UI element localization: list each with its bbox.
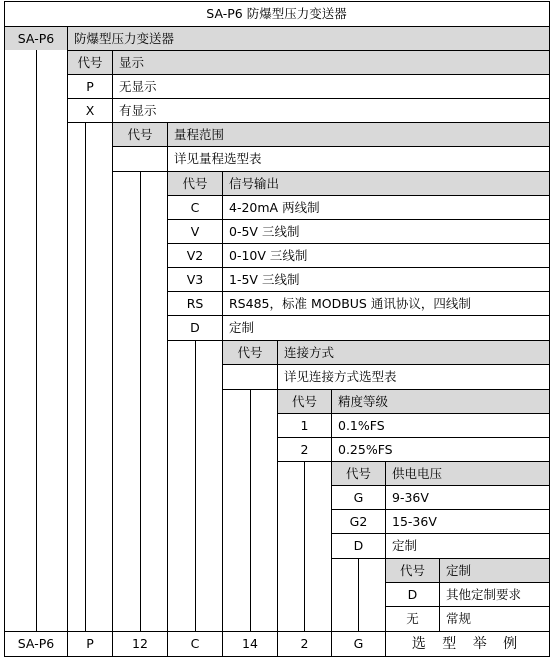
grid-line xyxy=(67,50,68,657)
range-code-header: 代号 xyxy=(113,123,167,146)
connection-code-header: 代号 xyxy=(223,341,277,364)
grid-line xyxy=(222,172,223,657)
signal-option-desc: 定制 xyxy=(229,320,255,335)
power-title: 供电电压 xyxy=(386,462,549,485)
grid-line xyxy=(195,341,196,632)
signal-option-code: D xyxy=(190,320,200,335)
grid-line xyxy=(167,291,550,292)
grid-line xyxy=(4,1,5,657)
accuracy-code-header: 代号 xyxy=(278,390,331,413)
grid-line xyxy=(36,50,37,632)
display-option-desc: 有显示 xyxy=(119,103,157,118)
example-cell-display: P xyxy=(86,636,94,651)
grid-line xyxy=(277,413,550,414)
grid-line xyxy=(67,74,550,75)
grid-line xyxy=(331,485,550,486)
grid-line xyxy=(385,462,386,657)
grid-line xyxy=(250,390,251,632)
grid-line xyxy=(167,267,550,268)
display-option-code: X xyxy=(85,103,95,118)
custom-option-desc: 其他定制要求 xyxy=(446,587,522,602)
display-option-code: P xyxy=(86,79,94,94)
grid-line xyxy=(331,390,332,657)
grid-line xyxy=(140,172,141,632)
signal-code-header: 代号 xyxy=(168,172,222,195)
range-title: 量程范围 xyxy=(168,123,549,146)
accuracy-title: 精度等级 xyxy=(332,390,549,413)
grid-line xyxy=(167,315,550,316)
grid-line xyxy=(167,340,550,341)
example-cell-connection: 14 xyxy=(242,636,258,651)
signal-option-code: V3 xyxy=(186,272,204,287)
grid-line xyxy=(304,462,305,632)
signal-option-desc: 4-20mA 两线制 xyxy=(229,200,320,215)
power-option-desc: 9-36V xyxy=(392,490,429,505)
grid-line xyxy=(4,26,550,27)
grid-line xyxy=(85,123,86,632)
custom-option-desc: 常规 xyxy=(446,611,472,626)
signal-option-desc: 0-5V 三线制 xyxy=(229,224,300,239)
signal-option-code: C xyxy=(190,200,200,215)
grid-line xyxy=(222,389,550,390)
custom-option-code: D xyxy=(407,587,418,602)
signal-option-desc: 0-10V 三线制 xyxy=(229,248,308,263)
power-code-header: 代号 xyxy=(332,462,385,485)
accuracy-option-code: 2 xyxy=(300,442,309,457)
power-option-code: G2 xyxy=(349,514,368,529)
grid-line xyxy=(277,437,550,438)
grid-line xyxy=(331,558,550,559)
grid-line xyxy=(439,559,440,632)
signal-option-code: V2 xyxy=(186,248,204,263)
model-code-cell: SA-P6 xyxy=(5,27,67,50)
example-cell-power: G xyxy=(353,636,364,651)
connection-title: 连接方式 xyxy=(278,341,549,364)
power-option-code: G xyxy=(353,490,364,505)
signal-option-desc: RS485，标准 MODBUS 通讯协议，四线制 xyxy=(229,296,471,311)
grid-line xyxy=(222,364,550,365)
example-cell-model: SA-P6 xyxy=(17,636,55,651)
grid-line xyxy=(4,1,550,2)
example-cell-signal: C xyxy=(190,636,200,651)
grid-line xyxy=(112,50,113,657)
display-title: 显示 xyxy=(113,51,549,74)
grid-line xyxy=(112,146,550,147)
grid-line xyxy=(167,195,550,196)
grid-line xyxy=(358,559,359,632)
power-option-desc: 定制 xyxy=(392,538,418,553)
grid-line xyxy=(385,606,550,607)
example-cell-accuracy: 2 xyxy=(300,636,309,651)
connection-note: 详见连接方式选型表 xyxy=(284,369,397,384)
power-option-code: D xyxy=(353,538,364,553)
table-title: SA-P6 防爆型压力变送器 xyxy=(206,6,347,21)
grid-line xyxy=(67,26,68,51)
grid-line xyxy=(385,582,550,583)
grid-line xyxy=(167,123,168,657)
grid-line xyxy=(4,631,550,632)
grid-line xyxy=(331,533,550,534)
custom-title: 定制 xyxy=(440,559,549,582)
custom-code-header: 代号 xyxy=(386,559,439,582)
grid-line xyxy=(167,219,550,220)
grid-line xyxy=(67,50,550,51)
grid-line xyxy=(167,243,550,244)
example-cell-range: 12 xyxy=(132,636,148,651)
grid-line xyxy=(67,98,550,99)
accuracy-option-desc: 0.25%FS xyxy=(338,442,393,457)
grid-line xyxy=(277,461,550,462)
signal-option-code: V xyxy=(190,224,200,239)
grid-line xyxy=(112,171,550,172)
model-name-cell: 防爆型压力变送器 xyxy=(68,27,549,50)
custom-option-code: 无 xyxy=(406,611,419,626)
accuracy-option-code: 1 xyxy=(300,418,309,433)
grid-line xyxy=(331,509,550,510)
range-note: 详见量程选型表 xyxy=(174,151,262,166)
accuracy-option-desc: 0.1%FS xyxy=(338,418,385,433)
signal-title: 信号输出 xyxy=(223,172,549,195)
signal-option-desc: 1-5V 三线制 xyxy=(229,272,300,287)
display-code-header: 代号 xyxy=(68,51,112,74)
display-option-desc: 无显示 xyxy=(119,79,157,94)
example-label: 选 型 举 例 xyxy=(411,636,524,652)
power-option-desc: 15-36V xyxy=(392,514,437,529)
grid-line xyxy=(67,122,550,123)
signal-option-code: RS xyxy=(186,296,204,311)
